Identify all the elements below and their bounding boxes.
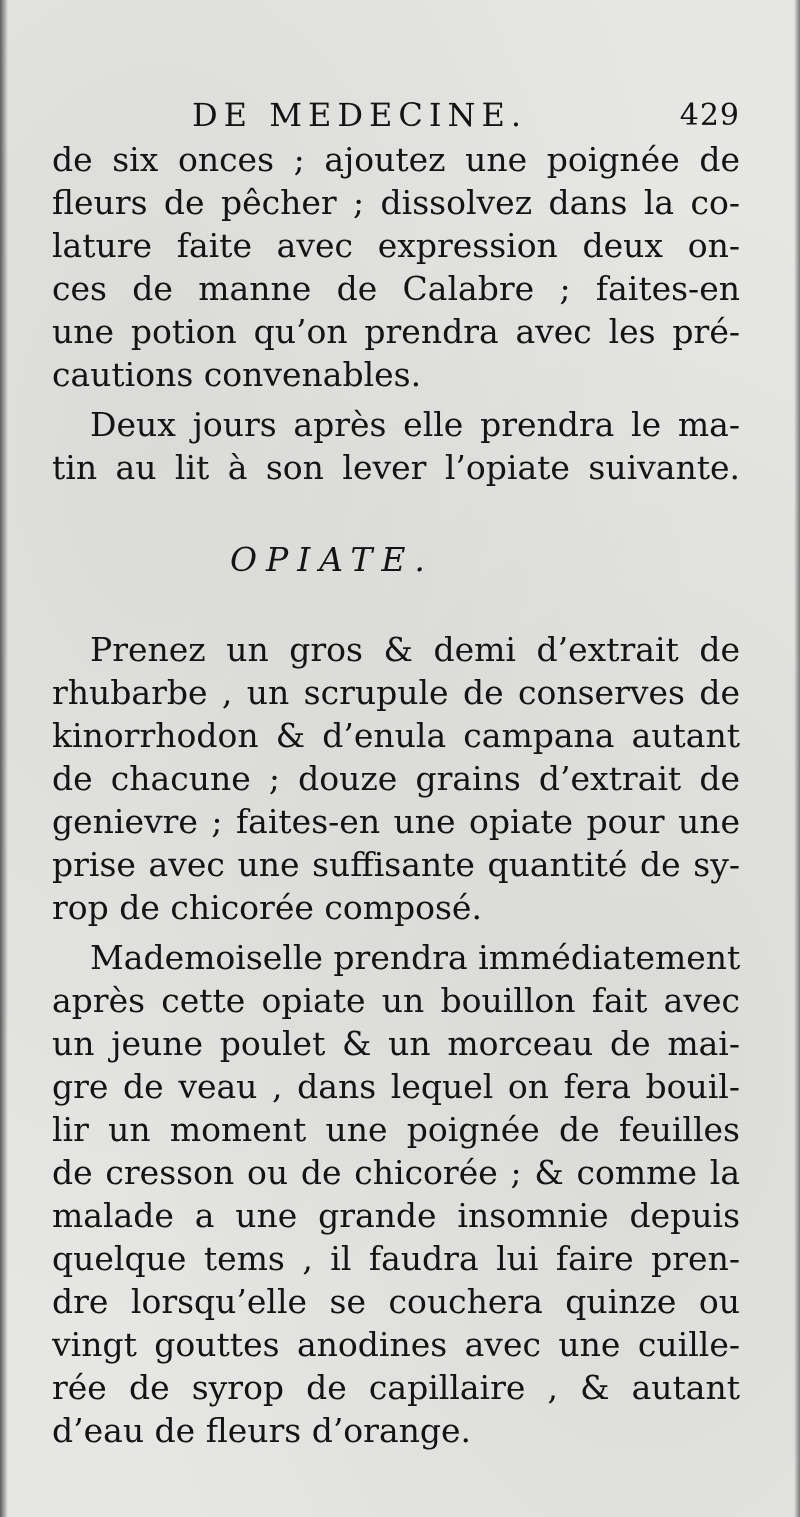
text-line: quelque tems , il faudra lui faire pren- (52, 1239, 740, 1278)
text-line: rop de chicorée composé. (52, 888, 482, 927)
text-line: malade a une grande insomnie depuis (52, 1196, 740, 1235)
text-line: genievre ; faites-en une opiate pour une (52, 802, 740, 841)
text-line: de chacune ; douze grains d’extrait de (52, 759, 740, 798)
text-line: Prenez un gros & demi d’extrait de (90, 630, 740, 669)
text-line: de six onces ; ajoutez une poignée de (52, 140, 740, 179)
text-line: Mademoiselle prendra immédiatement (90, 938, 741, 977)
text-line: vingt gouttes anodines avec une cuille- (52, 1325, 740, 1364)
running-title: DE MEDECINE. (192, 96, 527, 134)
text-line: lir un moment une poignée de feuilles (52, 1110, 740, 1149)
text-line: dre lorsqu’elle se couchera quinze ou (52, 1282, 740, 1321)
text-line: un jeune poulet & un morceau de mai- (52, 1024, 740, 1063)
text-line: prise avec une suffisante quantité de sy- (52, 845, 740, 884)
section-heading: OPIATE. (230, 540, 434, 579)
text-line: fleurs de pêcher ; dissolvez dans la co- (52, 183, 740, 222)
text-line: rée de syrop de capillaire , & autant (52, 1368, 740, 1407)
text-line: rhubarbe , un scrupule de conserves de (52, 673, 740, 712)
text-line: Deux jours après elle prendra le ma- (90, 405, 740, 444)
text-line: kinorrhodon & d’enula campana autant (52, 716, 740, 755)
text-line: gre de veau , dans lequel on fera bouil- (52, 1067, 740, 1106)
text-line: d’eau de fleurs d’orange. (52, 1411, 472, 1450)
page-left-shadow (0, 0, 8, 1517)
text-line: une potion qu’on prendra avec les pré- (52, 312, 740, 351)
page-number: 429 (679, 98, 740, 133)
page-right-shadow (794, 0, 800, 1517)
text-line: ces de manne de Calabre ; faites-en (52, 269, 740, 308)
text-line: de cresson ou de chicorée ; & comme la (52, 1153, 740, 1192)
text-line: après cette opiate un bouillon fait avec (52, 981, 740, 1020)
text-line: cautions convenables. (52, 355, 422, 394)
running-header (180, 96, 740, 140)
text-line: lature faite avec expression deux on- (52, 226, 740, 265)
text-line: tin au lit à son lever l’opiate suivante. (52, 448, 740, 487)
